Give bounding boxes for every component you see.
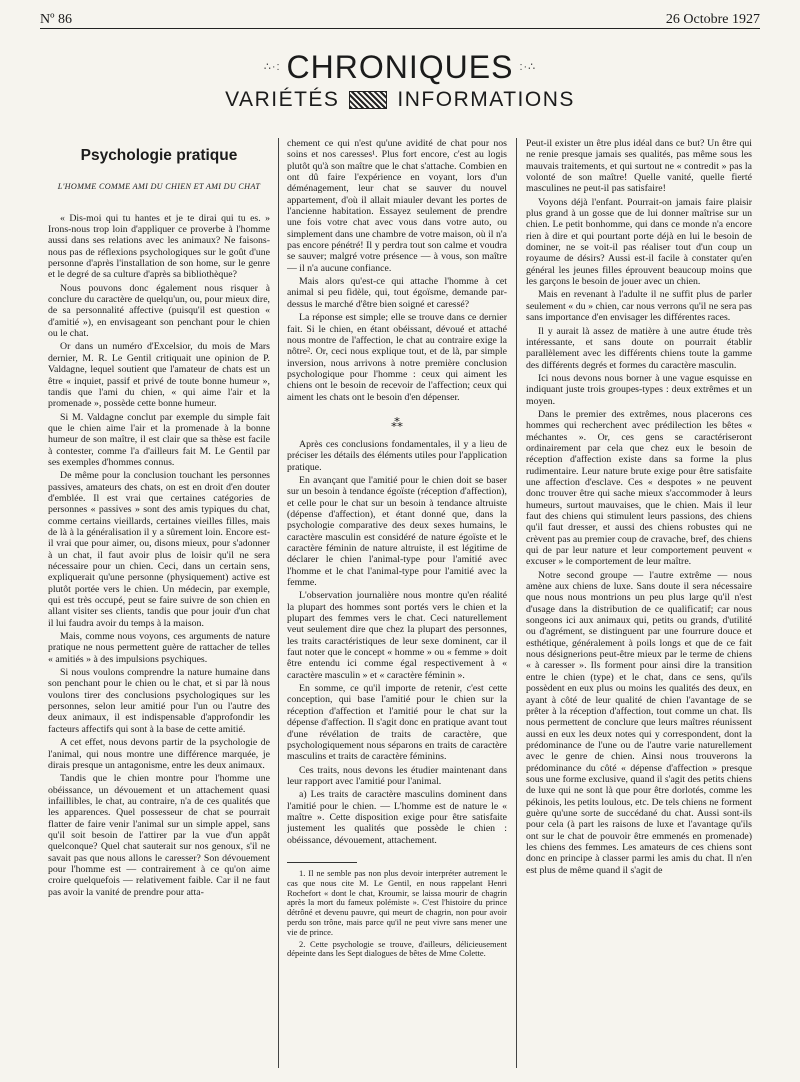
paragraph: Il y aurait là assez de matière à une autre étude très intéressante, et sans doute on pourrait établir parallèlement avec les différents chiens toute la gamme des différents degrés et formes du caractère masculin. — [526, 325, 752, 371]
column-1 — [48, 138, 270, 1068]
paragraph: De même pour la conclusion touchant les personnes passives, amateurs des chats, on est en droit d'en douter d'emblée. Il est vrai que certaines catégories de personnes « passives » sont des amis typiques du chat, comme certains vieillards, certaines vieilles filles, mais de là à la généralisation il y a sûrement loin. Encore est-il vrai que pour aimer, ou, disons mieux, pour s'adonner à un chat, il faut avoir plus de loisir qu'il ne sera nécessaire pour un chien. Ceci, dans un certain sens, expliquerait qu'une personne (physiquement) active est plutôt portée vers le chien. Un médecin, par exemple, qui est très occupé, peut se faire suivre de son chien en allant visiter ses clients, tandis que pour jouir d'un chat il lui faudra avoir du temps à la maison. — [48, 470, 270, 629]
paragraph: a) Les traits de caractère masculins dominent dans l'amitié pour le chien. — L'homme est de nature le « maître ». Cette disposition exige pour être satisfaite justement les qualités que possède le chien : obéissance, dévouement, attachement. — [287, 789, 507, 846]
paragraph: Nous pouvons donc également nous risquer à conclure du caractère de quelqu'un, ou, pour mieux dire, de sa personnalité affective (puisqu'il est question « d'amitié »), en envisageant son penchant pour le chien ou le chat. — [48, 282, 270, 340]
column-2 — [287, 138, 507, 1068]
center-ornament-icon — [349, 91, 387, 109]
masthead — [0, 50, 800, 112]
paragraph: Si nous voulons comprendre la nature humaine dans son penchant pour le chien ou le chat, et si par là nous voulons tirer des conclusions psychologiques sur les personnes, selon leur amitié pour l'un ou l'autre des deux animaux, il est indispensable d'approfondir les facteurs affectifs qui sont à la base de cette amitié. — [48, 667, 270, 735]
footnote-rule — [287, 862, 357, 863]
masthead-line1 — [0, 50, 800, 84]
paragraph: Si M. Valdagne conclut par exemple du simple fait que le chien aime l'air et la promenade à la bonne humeur de son maître, il est clair que sa thèse est facile à contester, comme l'a d'ailleurs fait M. Le Gentil par ses exemples d'hommes connus. — [48, 411, 270, 468]
issue-number: Nº 86 — [40, 12, 72, 27]
paragraph: En somme, ce qu'il importe de retenir, c'est cette conception, qui base l'amitié pour le chien sur la réception d'affection et l'amitié pour le chat sur la dépense d'affection. Il s'agit donc en pratique avant tout d'une révélation de traits de caractère, que psychologiquement nous séparons en traits de caractère masculins et traits de caractère féminins. — [287, 683, 507, 763]
column-rule — [516, 138, 517, 1068]
paragraph: « Dis-moi qui tu hantes et je te dirai qui tu es. » Irons-nous trop loin d'appliquer ce proverbe à l'homme aussi dans ses relations avec les animaux? Ne faisons-nous pas de réflexions psychologiques sur le goût d'une personne d'après l'installation de son home, sur le genre et le degré de sa culture d'après sa bibliothèque? — [48, 212, 270, 281]
masthead-chroniques: CHRONIQUES — [286, 49, 514, 85]
paragraph: Mais, comme nous voyons, ces arguments de nature pratique ne nous permettent guère de rattacher de telles « amitiés » à des impulsions psychiques. — [48, 631, 270, 665]
paragraph: Mais en revenant à l'adulte il ne suffit plus de parler seulement « du » chien, car nous verrons qu'il ne sera pas sans importance d'en envisager les différentes races. — [526, 289, 752, 324]
ornament-right-icon: :·∴ — [519, 61, 537, 73]
masthead-line2 — [0, 88, 800, 112]
paragraph: Après ces conclusions fondamentales, il y a lieu de préciser les détails des éléments utiles pour l'application pratique. — [287, 438, 507, 473]
paragraph: Mais alors qu'est-ce qui attache l'homme à cet animal si peu fidèle, qui, tout égoïsme, demande par-dessus le marché d'être bien soigné et caressé? — [287, 276, 507, 310]
paragraph: Notre second groupe — l'autre extrême — nous amène aux chiens de luxe. Sans doute il sera nécessaire que nous nous montrions un peu plus large qu'il n'est d'usage dans la distribution de ce qualificatif; car nous songeons ici aux animaux qui, petits ou grands, d'utilité ou d'agrément, se distinguent par une fourrure douce et esthétique, généralement à poils longs et que de ce fait nous désignerions peut-être mieux par le terme de chiens « à caresser ». Ils forment pour ainsi dire la transition entre le chien (type) et le chat, dans ce sens, qu'ils possèdent en eux plus ou moins les qualités des deux, en ayant à côté de leur qualité de chien l'avantage de se prêter à la réception d'affection, tout comme un chat. Ils nous permettent de conclure que leurs maîtres réunissent aussi en eux les deux notes qui y correspondent, dont la prédominance de l'une ou de l'autre varie naturellement avec le genre de chien. Ainsi nous trouverons la prédominance du côté « dépense d'affection » presque sous une forme exclusive, quand il s'agit des petits chiens de luxe qui ne sont là que pour être dorlotés, comme les pékinois, les petits loulous, etc. De tels chiens ne forment guère qu'une sorte de succédané du chat. Aussi sont-ils pour cela (à part les raisons de luxe et l'avantage qu'ils ont sur le chat de pouvoir être emmenés en promenade) les chiens des femmes. Les amateurs de ces chiens sont donc en principe à classer parmi les amis du chat. Il n'en est plus de même quand il s'agit de — [526, 569, 752, 876]
paragraph: Ici nous devons nous borner à une vague esquisse en indiquant juste trois groupes-types : deux extrêmes et un moyen. — [526, 372, 752, 407]
paragraph: Or dans un numéro d'Excelsior, du mois de Mars dernier, M. R. Le Gentil critiquait une opinion de P. Valdagne, lequel soutient que l'amateur de chats est un être « inquiet, passif et privé de toute bonne humeur », tandis que l'ami du chien, « qui aime l'air et la promenade », possède cette bonne humeur. — [48, 341, 270, 410]
ornament-left-icon: ∴·: — [263, 61, 281, 73]
paragraph: L'observation journalière nous montre qu'en réalité la plupart des hommes sont portés vers le chien et la plupart des femmes vers le chat. Ceci naturellement veut seulement dire que chez la plupart des personnes, les traits caractéristiques de leur sexe dominent, car il faut noter que le concept « homme » ou « femme » doit être entendu ici comme égal respectivement à « caractère masculin » et « caractère féminin ». — [287, 590, 507, 681]
paragraph: Tandis que le chien montre pour l'homme une obéissance, un dévouement et un attachement quasi infaillibles, le chat, au contraire, n'a de ces qualités que les apparences. Quel possesseur de chat se pourrait flatter de faire venir l'animal sur un simple appel, sans qu'il soit besoin de l'attirer par la vue d'un appât quelconque? Quel chat sauterait sur nos genoux, s'il ne savait pas que nous allons le caresser? Son dévouement pour l'homme est — contrairement à ce qu'on aime croire quelquefois — relativement faible. Car il ne faut pas avoir la vanité de prendre pour atta- — [48, 773, 270, 898]
paragraph: Voyons déjà l'enfant. Pourrait-on jamais faire plaisir plus grand à un gosse que de lui donner maîtrise sur un chien. Le petit bonhomme, qui dans ce monde n'a encore rien à dire et qui pourtant porte déjà en lui le besoin de dominer, ne se voit-il pas réaliser tout d'un coup un royaume de désirs? Aussi est-il facile à constater qu'en général les jeunes filles éprouvent beaucoup moins que les garçons le besoin de jouer avec un chien. — [526, 196, 752, 288]
paragraph: Ces traits, nous devons les étudier maintenant dans leur rapport avec l'amitié pour l'animal. — [287, 764, 507, 787]
paragraph: En avançant que l'amitié pour le chien doit se baser sur un besoin à tendance égoïste (réception d'affection), et celle pour le chat sur un besoin à tendance altruiste (dépense d'affection), et étant donné que, dans la psychologie comparative des deux sexes humains, le caractère masculin est considéré de nature égoïste et le caractère féminin de nature altruiste, il est légitime de déclarer le chien l'animal-type pour l'amitié avec l'homme et le chat l'animal-type pour l'amitié avec la femme. — [287, 474, 507, 589]
paragraph: Dans le premier des extrêmes, nous placerons ces hommes qui recherchent avec prédilection les bêtes « méchantes ». Or, ces gens se caractériseront ordinairement par cela que chez eux le besoin de réception d'affection existe dans sa forme la plus rudimentaire. Leur nature brute exige pour être satisfaite une affection d'esclave. Ces « despotes » ne peuvent donc trouver être qui sache mieux s'accommoder à leurs humeurs, surtout mauvaises, que le chien. Mais il leur faut des chiens qui stimulent leurs passions, des chiens qu'il faut dresser, et aussi des chiens robustes qui ne crèvent pas au premier coup de cravache, bref, des chiens qui de par leur nature et leur comportement peuvent « excuser » le comportement de leur maître. — [526, 408, 752, 568]
article-subtitle: L'HOMME COMME AMI DU CHIEN ET AMI DU CHAT — [57, 182, 261, 192]
column-rule — [278, 138, 279, 1068]
footnote: 2. Cette psychologie se trouve, d'ailleurs, délicieusement dépeinte dans les Sept dialogues de bêtes de Mme Colette. — [287, 938, 507, 959]
column-3 — [526, 138, 752, 1068]
section-separator: ⁂ — [391, 415, 403, 430]
issue-date: 26 Octobre 1927 — [665, 12, 760, 27]
footnote: 1. Il ne semble pas non plus devoir interpréter autrement le cas que nous cite M. Le Gentil, en nous rappelant Henri Rochefort « dont le chat, Kroumir, se laissa mourir de chagrin après la mort du fameux polémiste ». C'est l'histoire du prince détrôné et devenu pauvre, qui meurt de chagrin, non pour avoir perdu son trône, mais parce qu'il ne peut vivre sans mener une vie de prince. — [287, 867, 507, 937]
masthead-informations: INFORMATIONS — [397, 88, 575, 111]
paragraph: Peut-il exister un être plus idéal dans ce but? Un être qui ne renie presque jamais ses qualités, pas même sous les mauvais traitements, et qui surtout ne « contredit » pas la volonté de son maître! Quelle vanité, quelle fierté masculines ne peut-il pas satisfaire! — [526, 138, 752, 195]
article-title: Psychologie pratique — [80, 147, 238, 164]
paragraph: La réponse est simple; elle se trouve dans ce dernier fait. Si le chien, en étant obéissant, dévoué et attaché nous montre de l'affection, le chat au contraire exige la nôtre². Or, ceci nous explique tout, et de là, par simple inversion, nous arrivons à notre première conclusion psychologique pour l'homme : ceux qui aiment les chiens ont le besoin de recevoir de l'affection; ceux qui aiment les chats ont le besoin d'en dépenser. — [287, 312, 507, 403]
paragraph: chement ce qui n'est qu'une avidité de chat pour nos soins et nos caresses¹. Plus fort encore, c'est au logis plutôt qu'à son maître que le chat s'attache. Combien en ont dû faire l'expérience en voyant, lors d'un déménagement, leur chat se sauver du nouvel appartement, d'où il allait miauler devant les portes de l'ancienne habitation. Essayez seulement de prendre une fois votre chat avec vous dans votre auto, ou simplement dans une chambre de votre maison, où il n'a pas encore pénétré! Il y perdra tout son calme et voudra se sauver; malgré votre présence — à vous, son maître — il n'a aucune confiance. — [287, 138, 507, 274]
page-header — [40, 6, 760, 29]
masthead-varietes: VARIÉTÉS — [225, 88, 340, 111]
paragraph: A cet effet, nous devons partir de la psychologie de l'animal, qui nous montre une différence marquée, je dirais presque un antagonisme, entre les deux animaux. — [48, 737, 270, 771]
